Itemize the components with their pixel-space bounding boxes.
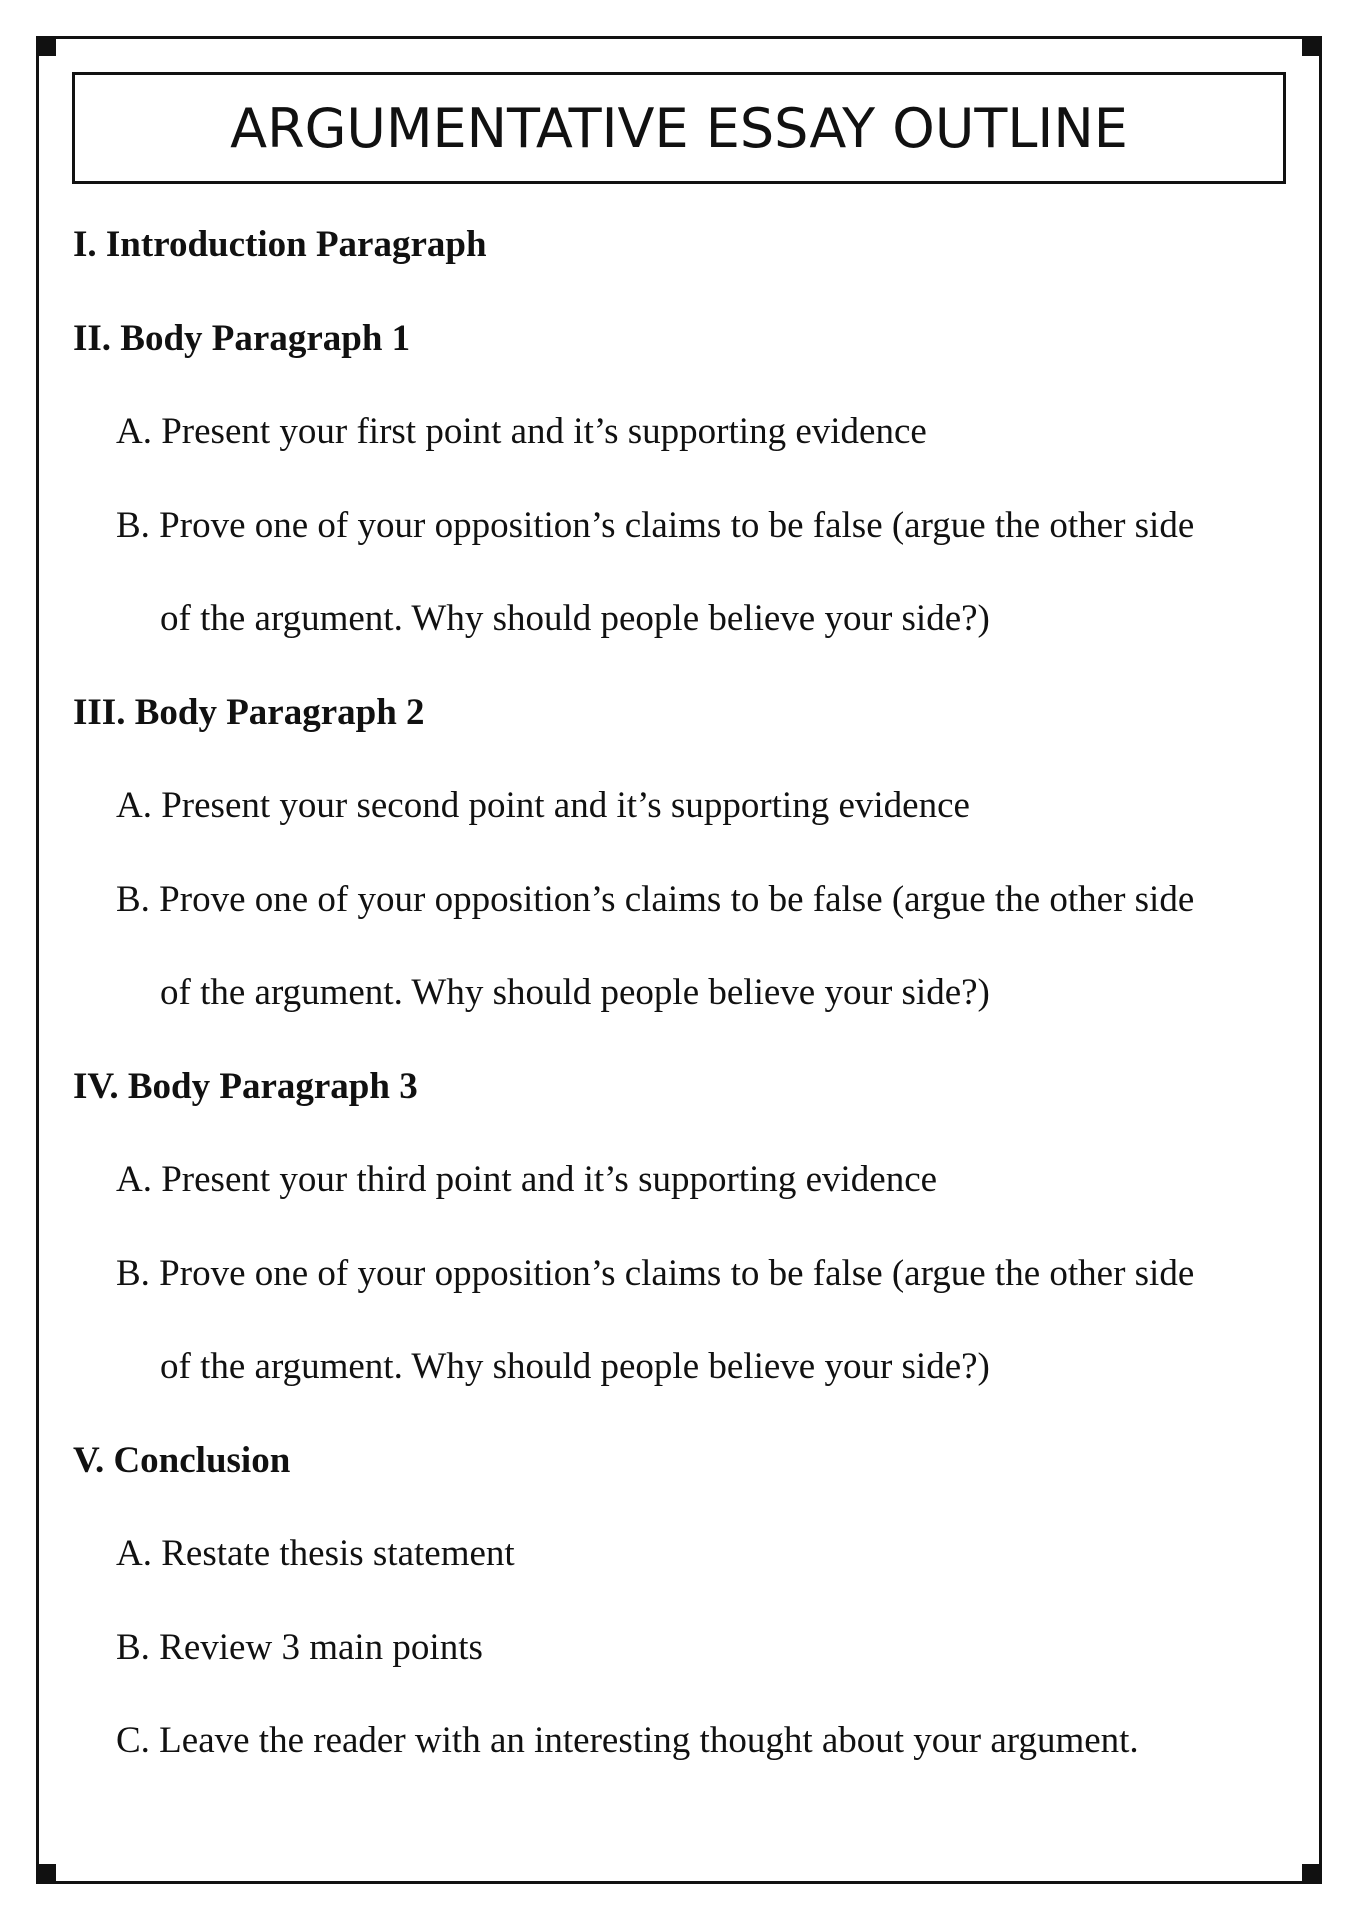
- corner-ornament-bottom-left: [36, 1864, 56, 1884]
- outline-item: B. Review 3 main points: [116, 1626, 483, 1668]
- section-heading-introduction: I. Introduction Paragraph: [73, 224, 487, 265]
- outline: [73, 217, 1313, 1807]
- outline-item: A. Present your second point and it’s supporting evidence: [116, 785, 970, 826]
- section-heading-body-paragraph-3: IV. Body Paragraph 3: [73, 1065, 418, 1107]
- page-title: ARGUMENTATIVE ESSAY OUTLINE: [230, 96, 1128, 160]
- corner-ornament-bottom-right: [1302, 1864, 1322, 1884]
- outline-item: A. Present your first point and it’s supporting evidence: [116, 411, 927, 452]
- outline-item-continuation: of the argument. Why should people believe your side?): [160, 1346, 990, 1387]
- section-heading-conclusion: V. Conclusion: [73, 1439, 291, 1481]
- section-heading-body-paragraph-2: III. Body Paragraph 2: [73, 691, 425, 733]
- corner-ornament-top-left: [36, 36, 56, 56]
- outline-item: C. Leave the reader with an interesting thought about your argument.: [116, 1720, 1139, 1761]
- outline-item: A. Restate thesis statement: [116, 1533, 515, 1574]
- outline-item: B. Prove one of your opposition’s claims to be false (argue the other side: [116, 504, 1195, 546]
- outline-item: B. Prove one of your opposition’s claims to be false (argue the other side: [116, 1252, 1195, 1294]
- section-heading-body-paragraph-1: II. Body Paragraph 1: [73, 317, 411, 359]
- outline-item: A. Present your third point and it’s supporting evidence: [116, 1159, 938, 1200]
- outline-item-continuation: of the argument. Why should people believe your side?): [160, 972, 990, 1013]
- outline-item: B. Prove one of your opposition’s claims to be false (argue the other side: [116, 878, 1195, 920]
- title-box: [72, 72, 1286, 184]
- outline-item-continuation: of the argument. Why should people believe your side?): [160, 598, 990, 639]
- corner-ornament-top-right: [1302, 36, 1322, 56]
